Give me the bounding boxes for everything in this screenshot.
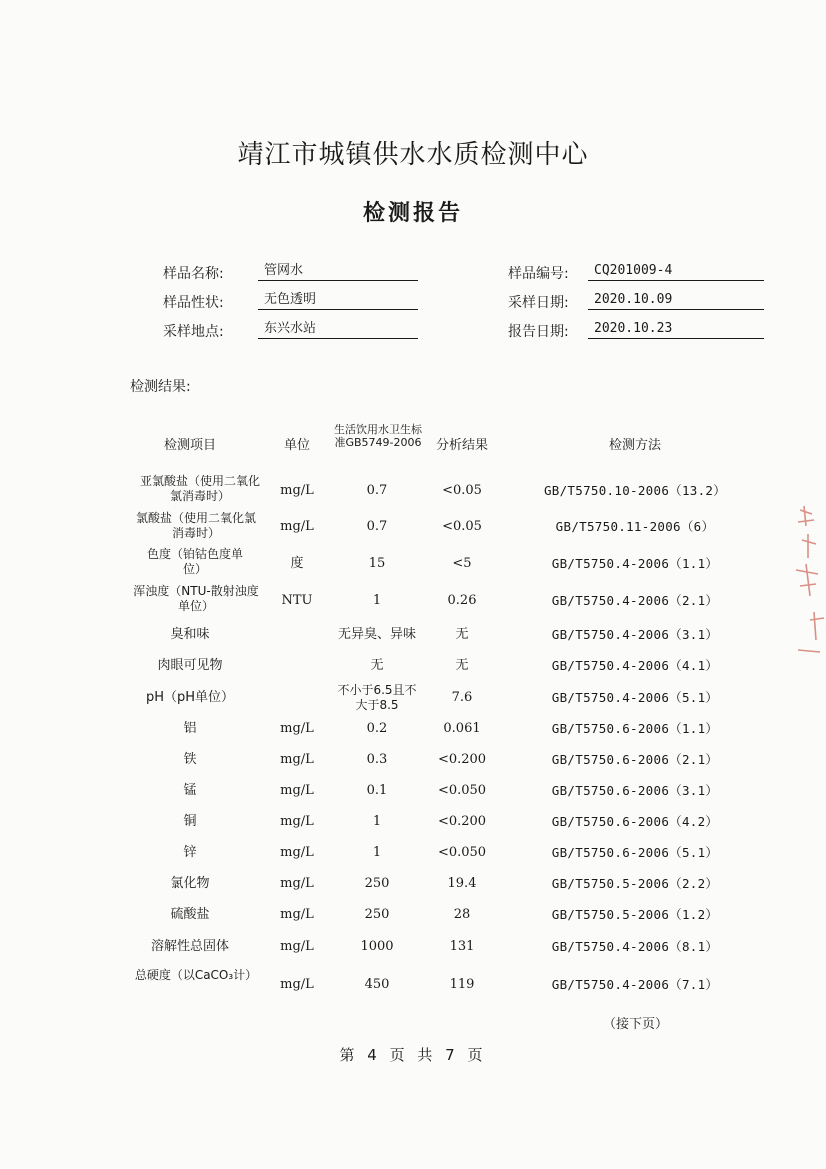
table-row-standard: 无异臭、异味 (337, 627, 416, 642)
table-row-result: <0.200 (437, 814, 487, 829)
table-row-item: 锌 (183, 845, 197, 860)
header-unit: 单位 (283, 438, 310, 453)
table-row-item: 锰 (183, 783, 197, 798)
table-row-standard: 450 (364, 977, 390, 992)
table-row-item: 总硬度（以CaCO₃计） (134, 968, 258, 982)
table-row-item: 浑浊度（NTU-散射浊度单位） (133, 584, 259, 613)
table-row-standard: 不小于6.5且不大于8.5 (337, 683, 417, 711)
table-row-method: GB/T5750.6-2006（4.2） (551, 814, 719, 829)
table-row-unit: mg/L (280, 814, 314, 829)
table-row-unit: mg/L (280, 939, 314, 954)
table-row-standard: 0.7 (366, 519, 388, 534)
sample-name-value: 管网水 (258, 262, 418, 281)
seal-stamp-fragment (790, 500, 826, 670)
table-row-standard: 1000 (360, 939, 394, 954)
table-row-unit: mg/L (280, 752, 314, 767)
table-row-item: 铁 (183, 752, 197, 767)
sample-state-label: 样品性状: (163, 295, 224, 311)
report-date-value: 2020.10.23 (588, 320, 764, 339)
page-number: 第 4 页 共 7 页 (339, 1046, 487, 1064)
table-row-result: 28 (453, 907, 471, 922)
sampling-date-label: 采样日期: (508, 295, 569, 311)
table-row-standard: 250 (364, 907, 390, 922)
table-row-unit: mg/L (280, 907, 314, 922)
table-row-result: 无 (455, 658, 469, 673)
table-row-item: 亚氯酸盐（使用二氧化氯消毒时） (140, 474, 261, 503)
table-row-method: GB/T5750.4-2006（8.1） (551, 939, 719, 954)
table-row-method: GB/T5750.4-2006（4.1） (551, 658, 719, 673)
table-row-method: GB/T5750.4-2006（3.1） (551, 627, 719, 642)
table-row-item: 氯化物 (170, 876, 210, 891)
sample-id-value: CQ201009-4 (588, 262, 764, 281)
table-row-method: GB/T5750.4-2006（5.1） (551, 690, 719, 705)
table-row-standard: 1 (372, 814, 382, 829)
sampling-date-value: 2020.10.09 (588, 291, 764, 310)
table-row-unit: mg/L (280, 519, 314, 534)
table-row-item: 铝 (183, 721, 197, 736)
table-row-result: <5 (452, 556, 472, 571)
table-row-result: 7.6 (451, 690, 473, 705)
table-row-result: <0.05 (442, 519, 482, 534)
table-row-item: 溶解性总固体 (150, 939, 229, 954)
sampling-location-label: 采样地点: (163, 324, 224, 340)
sampling-location-value: 东兴水站 (258, 320, 418, 339)
table-row-unit: 度 (290, 556, 304, 571)
table-row-result: <0.05 (442, 483, 482, 498)
table-row-unit: mg/L (280, 977, 314, 992)
table-row-standard: 0.1 (366, 783, 388, 798)
table-row-standard: 0.2 (366, 721, 388, 736)
table-row-method: GB/T5750.5-2006（2.2） (551, 876, 719, 891)
table-row-result: 无 (455, 627, 469, 642)
continued-note: （接下页） (603, 1017, 669, 1032)
table-row-unit: mg/L (280, 845, 314, 860)
table-row-method: GB/T5750.4-2006（2.1） (551, 593, 719, 608)
report-date-label: 报告日期: (508, 324, 569, 340)
table-row-result: <0.200 (437, 752, 487, 767)
sample-id-label: 样品编号: (508, 266, 569, 282)
organization-title: 靖江市城镇供水水质检测中心 (237, 140, 589, 170)
table-row-standard: 0.3 (366, 752, 388, 767)
table-row-result: 19.4 (447, 876, 477, 891)
table-row-unit: mg/L (280, 483, 314, 498)
table-row-item: 臭和味 (170, 627, 210, 642)
table-row-item: pH（pH单位） (145, 690, 235, 705)
table-row-item: 硫酸盐 (170, 907, 210, 922)
table-row-method: GB/T5750.6-2006（5.1） (551, 845, 719, 860)
table-row-unit: mg/L (280, 721, 314, 736)
sample-name-label: 样品名称: (163, 266, 224, 282)
sample-state-value: 无色透明 (258, 291, 418, 310)
table-row-result: 131 (449, 939, 475, 954)
table-row-method: GB/T5750.11-2006（6） (555, 519, 715, 534)
table-row-method: GB/T5750.6-2006（2.1） (551, 752, 719, 767)
table-row-standard: 250 (364, 876, 390, 891)
header-method: 检测方法 (608, 438, 661, 453)
report-title: 检测报告 (362, 201, 463, 226)
table-row-standard: 1 (372, 845, 382, 860)
header-standard: 生活饮用水卫生标准GB5749-2006 (334, 423, 422, 449)
results-section-label: 检测结果: (130, 379, 191, 395)
table-row-method: GB/T5750.4-2006（1.1） (551, 556, 719, 571)
table-row-method: GB/T5750.6-2006（1.1） (551, 721, 719, 736)
table-row-result: <0.050 (437, 783, 487, 798)
table-row-item: 铜 (183, 814, 197, 829)
table-row-standard: 1 (372, 593, 382, 608)
table-row-item: 色度（铂钴色度单位） (146, 547, 243, 576)
table-row-method: GB/T5750.4-2006（7.1） (551, 977, 719, 992)
table-row-method: GB/T5750.6-2006（3.1） (551, 783, 719, 798)
header-result: 分析结果 (435, 438, 488, 453)
table-row-result: 0.061 (443, 721, 481, 736)
table-row-method: GB/T5750.10-2006（13.2） (543, 483, 727, 498)
table-row-method: GB/T5750.5-2006（1.2） (551, 907, 719, 922)
table-row-result: 0.26 (447, 593, 477, 608)
table-row-item: 氯酸盐（使用二氧化氯消毒时） (135, 511, 256, 540)
header-item: 检测项目 (163, 438, 216, 453)
table-row-unit: mg/L (280, 876, 314, 891)
table-row-standard: 15 (368, 556, 386, 571)
table-row-standard: 无 (370, 658, 384, 673)
table-row-item: 肉眼可见物 (157, 658, 223, 673)
table-row-unit: NTU (281, 593, 313, 608)
table-row-result: <0.050 (437, 845, 487, 860)
table-row-unit: mg/L (280, 783, 314, 798)
table-row-result: 119 (449, 977, 475, 992)
table-row-standard: 0.7 (366, 483, 388, 498)
